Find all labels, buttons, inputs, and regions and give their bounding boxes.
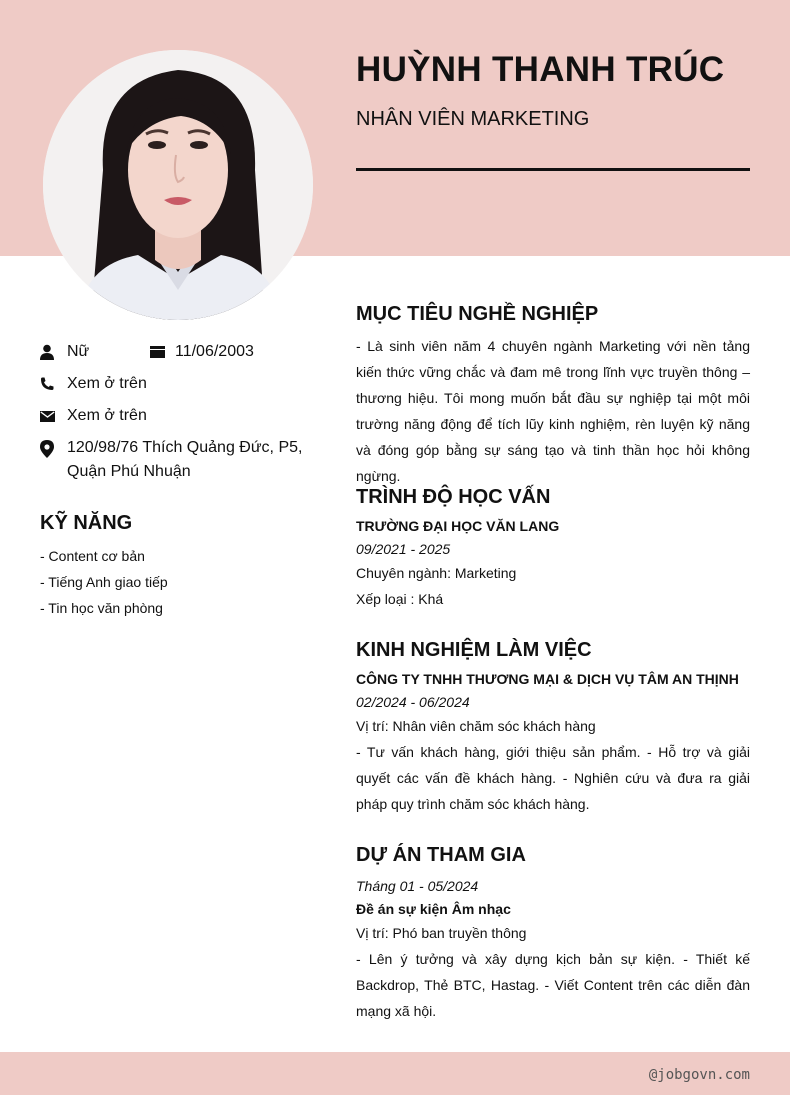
phone-row (40, 372, 147, 396)
birthdate-value: 11/06/2003 (175, 343, 254, 360)
candidate-name: HUỲNH THANH TRÚC (356, 50, 725, 89)
education-major: Chuyên ngành: Marketing (356, 565, 517, 581)
calendar-icon (150, 340, 175, 364)
skills-heading: KỸ NĂNG (40, 512, 133, 534)
education-heading: TRÌNH ĐỘ HỌC VẤN (356, 486, 551, 508)
email-row (40, 404, 147, 428)
experience-heading: KINH NGHIỆM LÀM VIỆC (356, 639, 592, 661)
education-dates: 09/2021 - 2025 (356, 541, 451, 557)
location-pin-icon (40, 436, 67, 484)
birthdate-row (150, 340, 254, 364)
address-line-2: Quận Phú Nhuận (67, 463, 191, 480)
skill-item: - Tiếng Anh giao tiếp (40, 574, 168, 590)
education-section (356, 484, 750, 612)
gender-row (40, 340, 89, 364)
project-position: Vị trí: Phó ban truyền thông (356, 925, 527, 941)
school-name: TRƯỜNG ĐẠI HỌC VĂN LANG (356, 518, 560, 534)
gender-value: Nữ (67, 343, 90, 360)
education-rank: Xếp loại : Khá (356, 591, 444, 607)
profile-photo (43, 50, 313, 320)
skill-item: - Tin học văn phòng (40, 600, 163, 616)
experience-dates: 02/2024 - 06/2024 (356, 694, 470, 710)
experience-section (356, 637, 750, 817)
candidate-title: NHÂN VIÊN MARKETING (356, 108, 590, 130)
skill-item: - Content cơ bản (40, 548, 145, 564)
project-details: - Lên ý tưởng và xây dựng kịch bản sự kiện. - Thiết kế Backdrop, Thẻ BTC, Hastag. - Viết Content trên các diễn đàn mạng xã hội. (356, 951, 750, 1019)
footer-watermark: @jobgovn.com (648, 1067, 750, 1083)
phone-icon (40, 372, 67, 396)
project-name: Đề án sự kiện Âm nhạc (356, 901, 511, 917)
experience-details: - Tư vấn khách hàng, giới thiệu sản phẩm. - Hỗ trợ và giải quyết các vấn đề khách hàng. - Nghiên cứu và đưa ra giải pháp quy trình chăm sóc khách hàng. (356, 744, 750, 812)
projects-heading: DỰ ÁN THAM GIA (356, 844, 526, 866)
experience-position: Vị trí: Nhân viên chăm sóc khách hàng (356, 718, 596, 734)
header-divider (356, 168, 750, 171)
phone-value: Xem ở trên (67, 375, 147, 392)
projects-section (356, 842, 750, 1024)
objective-heading: MỤC TIÊU NGHỀ NGHIỆP (356, 303, 599, 325)
objective-text: - Là sinh viên năm 4 chuyên ngành Marketing với nền tảng kiến thức vững chắc và đam mê trong lĩnh vực truyền thông – thương hiệu. Tôi mong muốn bắt đầu sự nghiệp tại một môi trường năng động để tích lũy kinh nghiệm, rèn luyện kỹ năng và đóng góp bằng sự sáng tạo và tinh thần học hỏi không ngừng. (356, 338, 750, 484)
user-icon (40, 340, 67, 364)
address-line-1: 120/98/76 Thích Quảng Đức, P5, (67, 439, 303, 456)
mail-icon (40, 404, 67, 428)
address-row (40, 436, 302, 484)
email-value: Xem ở trên (67, 407, 147, 424)
objective-section (356, 301, 750, 489)
project-dates: Tháng 01 - 05/2024 (356, 878, 479, 894)
company-name: CÔNG TY TNHH THƯƠNG MẠI & DỊCH VỤ TÂM AN THỊNH (356, 671, 739, 687)
